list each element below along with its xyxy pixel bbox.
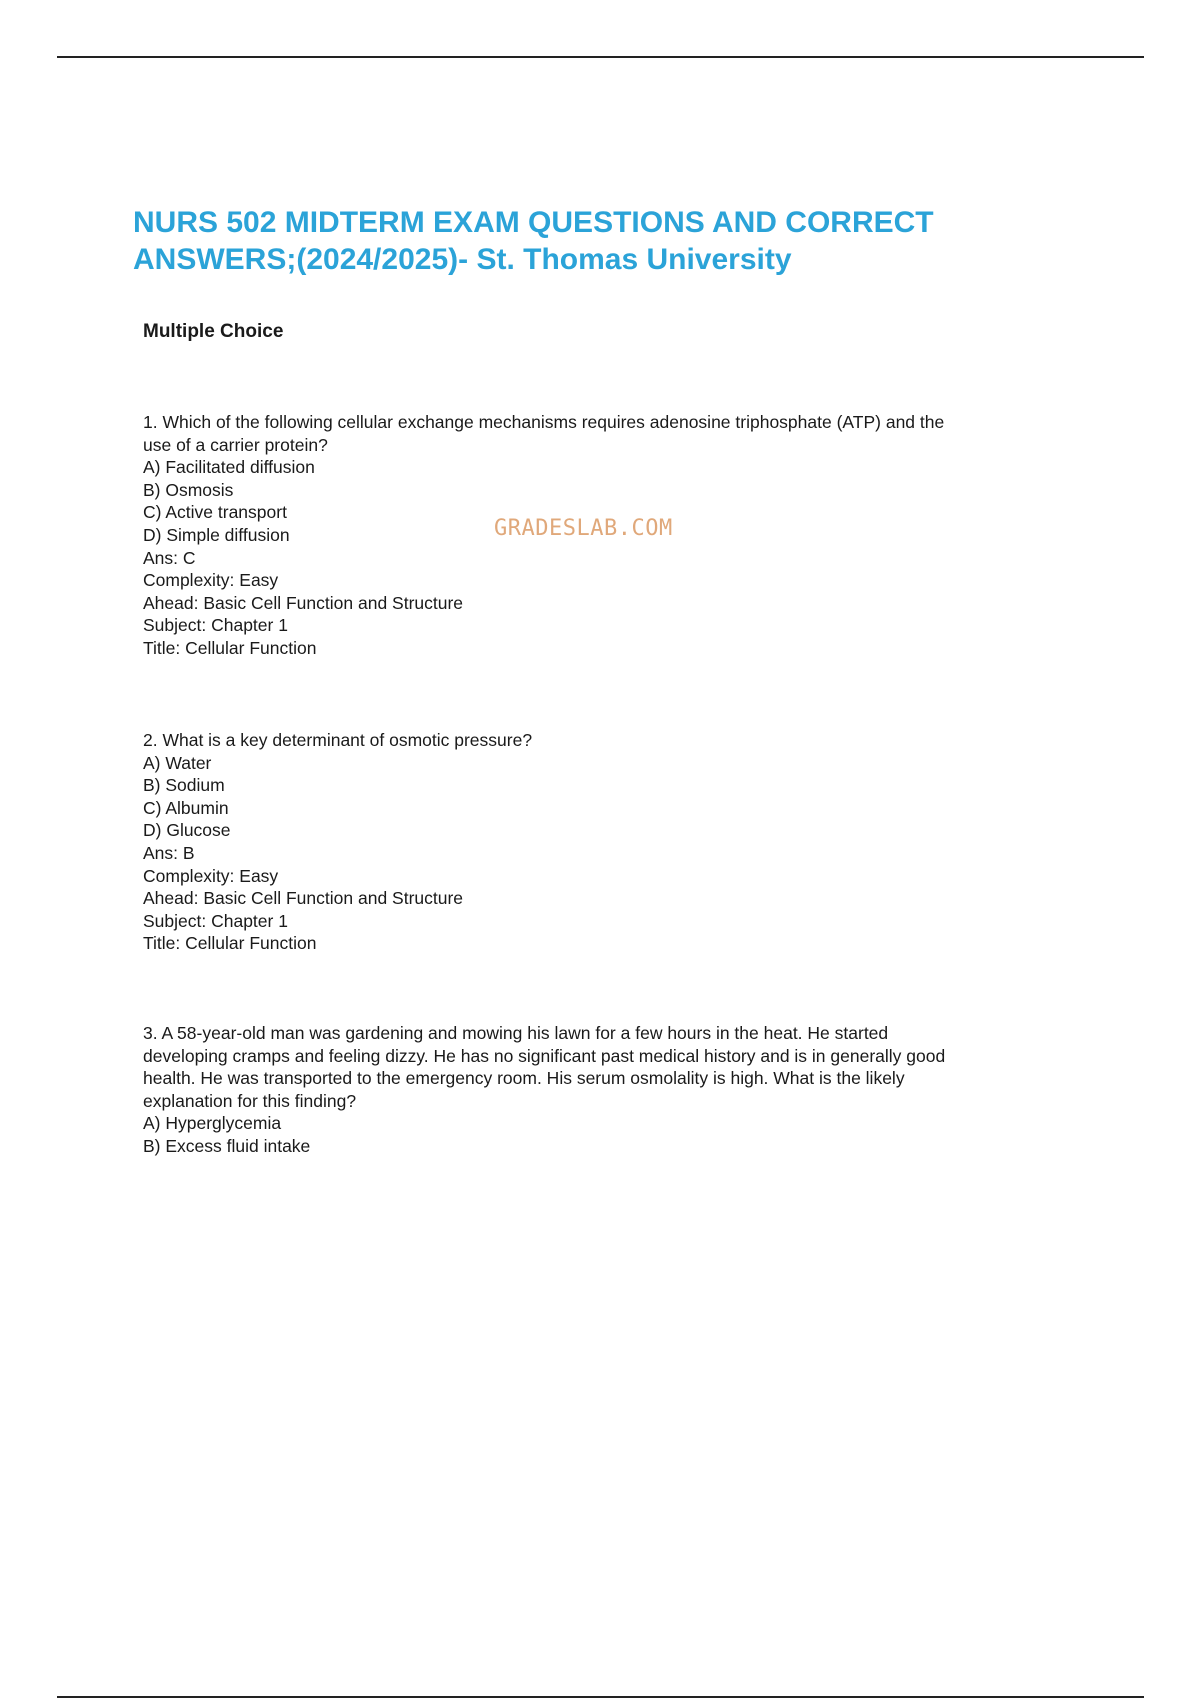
bottom-rule bbox=[57, 1696, 1144, 1698]
ahead: Ahead: Basic Cell Function and Structure bbox=[143, 888, 464, 909]
document-title bbox=[133, 204, 1113, 278]
question-3 bbox=[143, 1022, 1043, 1158]
complexity: Complexity: Easy bbox=[143, 570, 279, 591]
complexity: Complexity: Easy bbox=[143, 865, 279, 886]
subject: Subject: Chapter 1 bbox=[143, 910, 288, 931]
question-stem: 1. Which of the following cellular exchange mechanisms requires adenosine triphosphate (ATP) and the bbox=[143, 412, 945, 432]
answer-option: B) Sodium bbox=[143, 775, 225, 796]
section-heading: Multiple Choice bbox=[143, 321, 284, 342]
question-stem: explanation for this finding? bbox=[143, 1090, 357, 1111]
title-line-1: NURS 502 MIDTERM EXAM QUESTIONS AND CORRECT bbox=[133, 206, 934, 239]
answer-option: B) Excess fluid intake bbox=[143, 1135, 311, 1156]
answer-option: C) Active transport bbox=[143, 502, 287, 523]
answer-option: C) Albumin bbox=[143, 797, 229, 818]
question-stem: 3. A 58-year-old man was gardening and mowing his lawn for a few hours in the heat. He started bbox=[143, 1023, 889, 1043]
question-title: Title: Cellular Function bbox=[143, 637, 317, 658]
question-stem: developing cramps and feeling dizzy. He has no significant past medical history and is in generally good bbox=[143, 1045, 946, 1066]
answer-key: Ans: B bbox=[143, 842, 195, 863]
subject: Subject: Chapter 1 bbox=[143, 615, 288, 636]
question-title: Title: Cellular Function bbox=[143, 933, 317, 954]
question-2 bbox=[143, 729, 1043, 955]
title-line-2: ANSWERS;(2024/2025)- St. Thomas University bbox=[133, 243, 792, 276]
top-rule bbox=[57, 56, 1144, 58]
answer-option: A) Facilitated diffusion bbox=[143, 457, 315, 478]
question-stem: health. He was transported to the emergency room. His serum osmolality is high. What is the likely bbox=[143, 1068, 905, 1089]
question-stem: 2. What is a key determinant of osmotic pressure? bbox=[143, 730, 533, 750]
answer-key: Ans: C bbox=[143, 547, 196, 568]
answer-option: B) Osmosis bbox=[143, 479, 234, 500]
ahead: Ahead: Basic Cell Function and Structure bbox=[143, 592, 464, 613]
answer-option: A) Water bbox=[143, 752, 212, 773]
question-stem: use of a carrier protein? bbox=[143, 434, 328, 455]
answer-option: D) Simple diffusion bbox=[143, 524, 290, 545]
answer-option: A) Hyperglycemia bbox=[143, 1113, 282, 1134]
watermark: GRADESLAB.COM bbox=[494, 516, 673, 541]
answer-option: D) Glucose bbox=[143, 820, 231, 841]
